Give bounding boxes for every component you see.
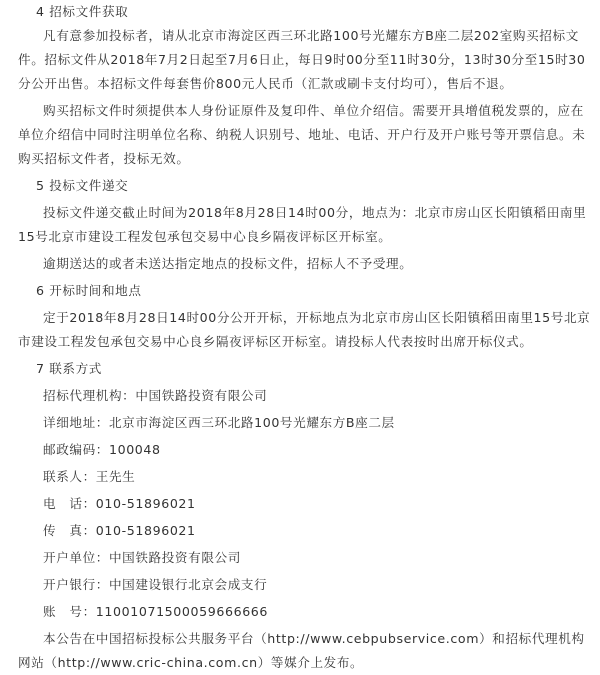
section-5-paragraph-2: 逾期送达的或者未送达指定地点的投标文件，招标人不予受理。 [43,256,413,271]
publication-notice: 本公告在中国招标投标公共服务平台（http://www.cebpubservice.com）和招标代理机构网站（http://www.cric-china.com.cn）等媒介上发布。 [18,631,585,670]
postcode-field: 邮政编码：100048 [43,442,161,457]
section-4-heading: 4 招标文件获取 [36,4,129,19]
section-4-paragraph-2: 购买招标文件时须提供本人身份证原件及复印件、单位介绍信。需要开具增值税发票的，应在单位介绍信中同时注明单位名称、纳税人识别号、地址、电话、开户行及开户账号等开票信息。未购买招标文件者，投标无效。 [18,103,586,166]
account-number-field: 账 号：11001071500059666666 [43,604,269,619]
bank-field: 开户银行：中国建设银行北京会成支行 [43,577,268,592]
section-5-heading: 5 投标文件递交 [36,178,129,193]
address-field: 详细地址：北京市海淀区西三环北路100号光耀东方B座二层 [43,415,395,430]
section-6-paragraph-1: 定于2018年8月28日14时00分公开开标，开标地点为北京市房山区长阳镇稻田南里15号北京市建设工程发包承包交易中心良乡隔夜评标区开标室。请投标人代表按时出席开标仪式。 [18,310,591,349]
fax-field: 传 真：010-51896021 [43,523,196,538]
account-unit-field: 开户单位：中国铁路投资有限公司 [43,550,241,565]
section-4-paragraph-1: 凡有意参加投标者，请从北京市海淀区西三环北路100号光耀东方B座二层202室购买招标文件。招标文件从2018年7月2日起至7月6日止，每日9时00分至11时30分，13时30分至15时30分公开出售。本招标文件每套售价800元人民币（汇款或刷卡支付均可），售后不退。 [18,28,586,91]
section-6-heading: 6 开标时间和地点 [36,283,142,298]
agency-field: 招标代理机构：中国铁路投资有限公司 [43,388,268,403]
section-5-paragraph-1: 投标文件递交截止时间为2018年8月28日14时00分，地点为：北京市房山区长阳镇稻田南里15号北京市建设工程发包承包交易中心良乡隔夜评标区开标室。 [18,205,587,244]
section-7-heading: 7 联系方式 [36,361,102,376]
phone-field: 电 话：010-51896021 [43,496,196,511]
contact-person-field: 联系人：王先生 [43,469,136,484]
